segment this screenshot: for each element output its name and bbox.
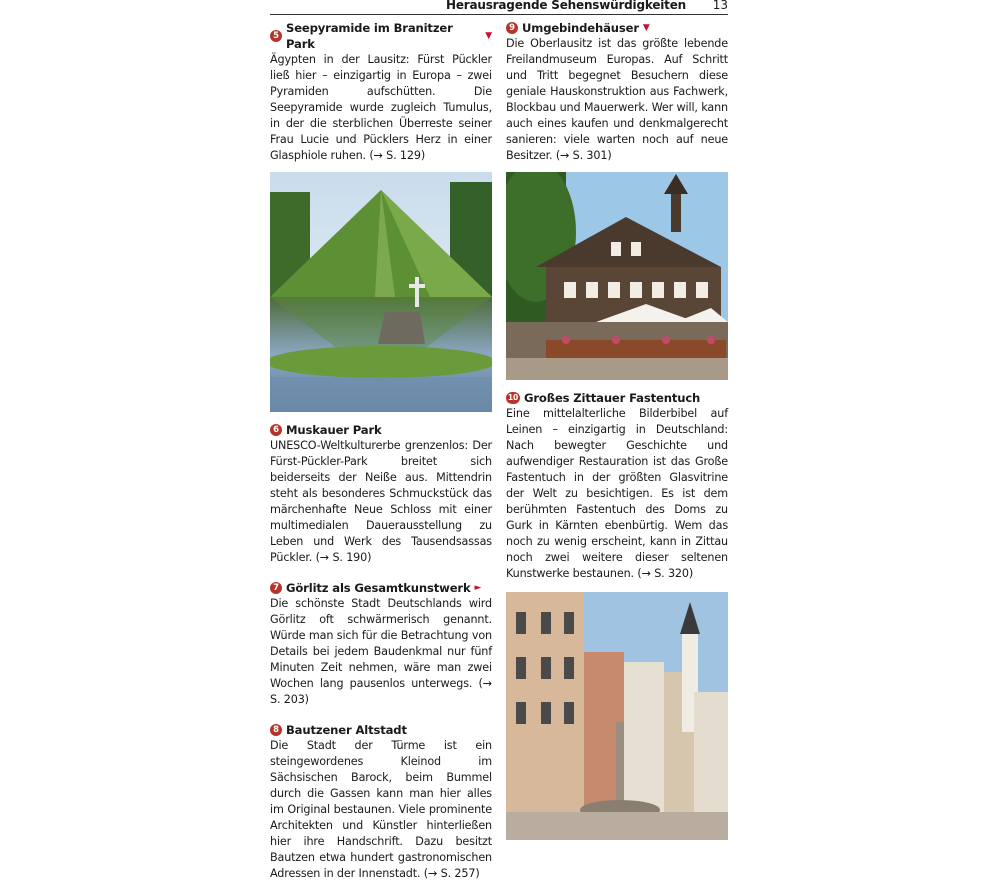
entry-title: Muskauer Park (286, 423, 382, 437)
entry-text: UNESCO-Weltkulturerbe grenzenlos: Der Fürst-Pückler-Park breitet sich beiderseits der Neiße aus. Mittendrin steht als besonderes Schmuckstück das märchenhafte Neue Schloss mit einer multimedialen Dauerausstellung zu Leben und Werk des Tausendsassas Pückler. (→ S. 190) (270, 439, 492, 564)
entry-number-badge: 9 (506, 22, 518, 34)
entry-title: Umgebindehäuser (522, 21, 639, 35)
entry-text: Die Oberlausitz ist das größte lebende Freilandmuseum Europas. Auf Schritt und Tritt begegnet Besuchern diese geniale Hauskonstruktion aus Fachwerk, Blockbau und Mauerwerk. Wer will, kann auch eines kaufen und denkmalgerecht sanieren: viele warten noch auf neue Besitzer. (→ S. 301) (506, 37, 728, 162)
entry-title: Bautzener Altstadt (286, 723, 407, 737)
entry-text: Die Stadt der Türme ist ein steingewordenes Kleinod im Sächsischen Barock, beim Bummel durch die Gassen kann man hier alles im Original bestaunen. Viele prominente Architekten und Künstler hinterließen hier ihre Handschrift. Dazu besitzt Bautzen etwa hundert gastronomischen Adressen in der Innenstadt. (→ S. 257) (270, 739, 492, 880)
entry-number-badge: 7 (270, 582, 282, 594)
entry-heading (270, 20, 492, 52)
entry-number-badge: 6 (270, 424, 282, 436)
entry-muskauer-park (270, 422, 492, 566)
entry-seepyramide (270, 20, 492, 164)
umgebindehaus-photo (506, 172, 728, 380)
entry-heading (506, 20, 728, 36)
section-title: Herausragende Sehenswürdigkeiten (446, 0, 686, 12)
triangle-down-icon[interactable]: ▼ (485, 31, 492, 41)
entry-zittauer-fastentuch (506, 390, 728, 582)
entry-title: Seepyramide im Branitzer Park (286, 21, 453, 51)
triangle-right-icon[interactable]: ► (474, 583, 482, 593)
square-illustration (506, 592, 728, 840)
entry-text: Ägypten in der Lausitz: Fürst Pückler ließ hier – einzigartig in Europa – zwei Pyramiden aufschütten. Die Seepyramide wurde zugleich Tumulus, in der die sterblichen Überreste seiner Frau Lucie und Pücklers Herz in einer Glasphiole ruhen. (→ S. 129) (270, 53, 492, 162)
entry-goerlitz (270, 580, 492, 708)
pyramid-photo (270, 172, 492, 412)
entry-heading (270, 422, 492, 438)
entry-umgebindehaeuser (506, 20, 728, 164)
entry-bautzen (270, 722, 492, 882)
right-column (506, 20, 728, 840)
triangle-down-icon[interactable]: ▼ (642, 23, 650, 33)
entry-number-badge: 8 (270, 724, 282, 736)
entry-number-badge: 5 (270, 30, 282, 42)
pyramid-illustration (270, 172, 492, 412)
page-number: 13 (712, 0, 728, 12)
entry-title: Görlitz als Gesamtkunstwerk (286, 581, 471, 595)
page-header (270, 0, 728, 15)
entry-text: Eine mittelalterliche Bilderbibel auf Leinen – einzigartig in Deutschland: Nach bewegter Geschichte und aufwendiger Restauration ist das Große Fastentuch in der größten Glasvitrine der Welt zu besichtigen. Es ist dem berühmten Fastentuch des Doms zu Gurk in Kärnten ebenbürtig. Wem das noch zu wenig erscheint, kann in Zittau noch zwei weitere dieser seltenen Kunstwerke bestaunen. (→ S. 320) (506, 407, 728, 580)
left-column (270, 20, 492, 882)
entry-number-badge: 10 (507, 393, 519, 402)
entry-text: Die schönste Stadt Deutschlands wird Görlitz oft schwärmerisch genannt. Würde man sich für die Betrachtung von Details bei jedem Baudenkmal nur fünf Minuten Zeit nehmen, wäre man zwei Wochen lang pausenlos unterwegs. (→ S. 203) (270, 597, 492, 706)
entry-heading (270, 722, 492, 738)
entry-title: Großes Zittauer Fastentuch (524, 391, 701, 405)
house-illustration (506, 172, 728, 380)
entry-heading (506, 390, 728, 406)
bautzen-square-photo (506, 592, 728, 840)
entry-heading (270, 580, 492, 596)
